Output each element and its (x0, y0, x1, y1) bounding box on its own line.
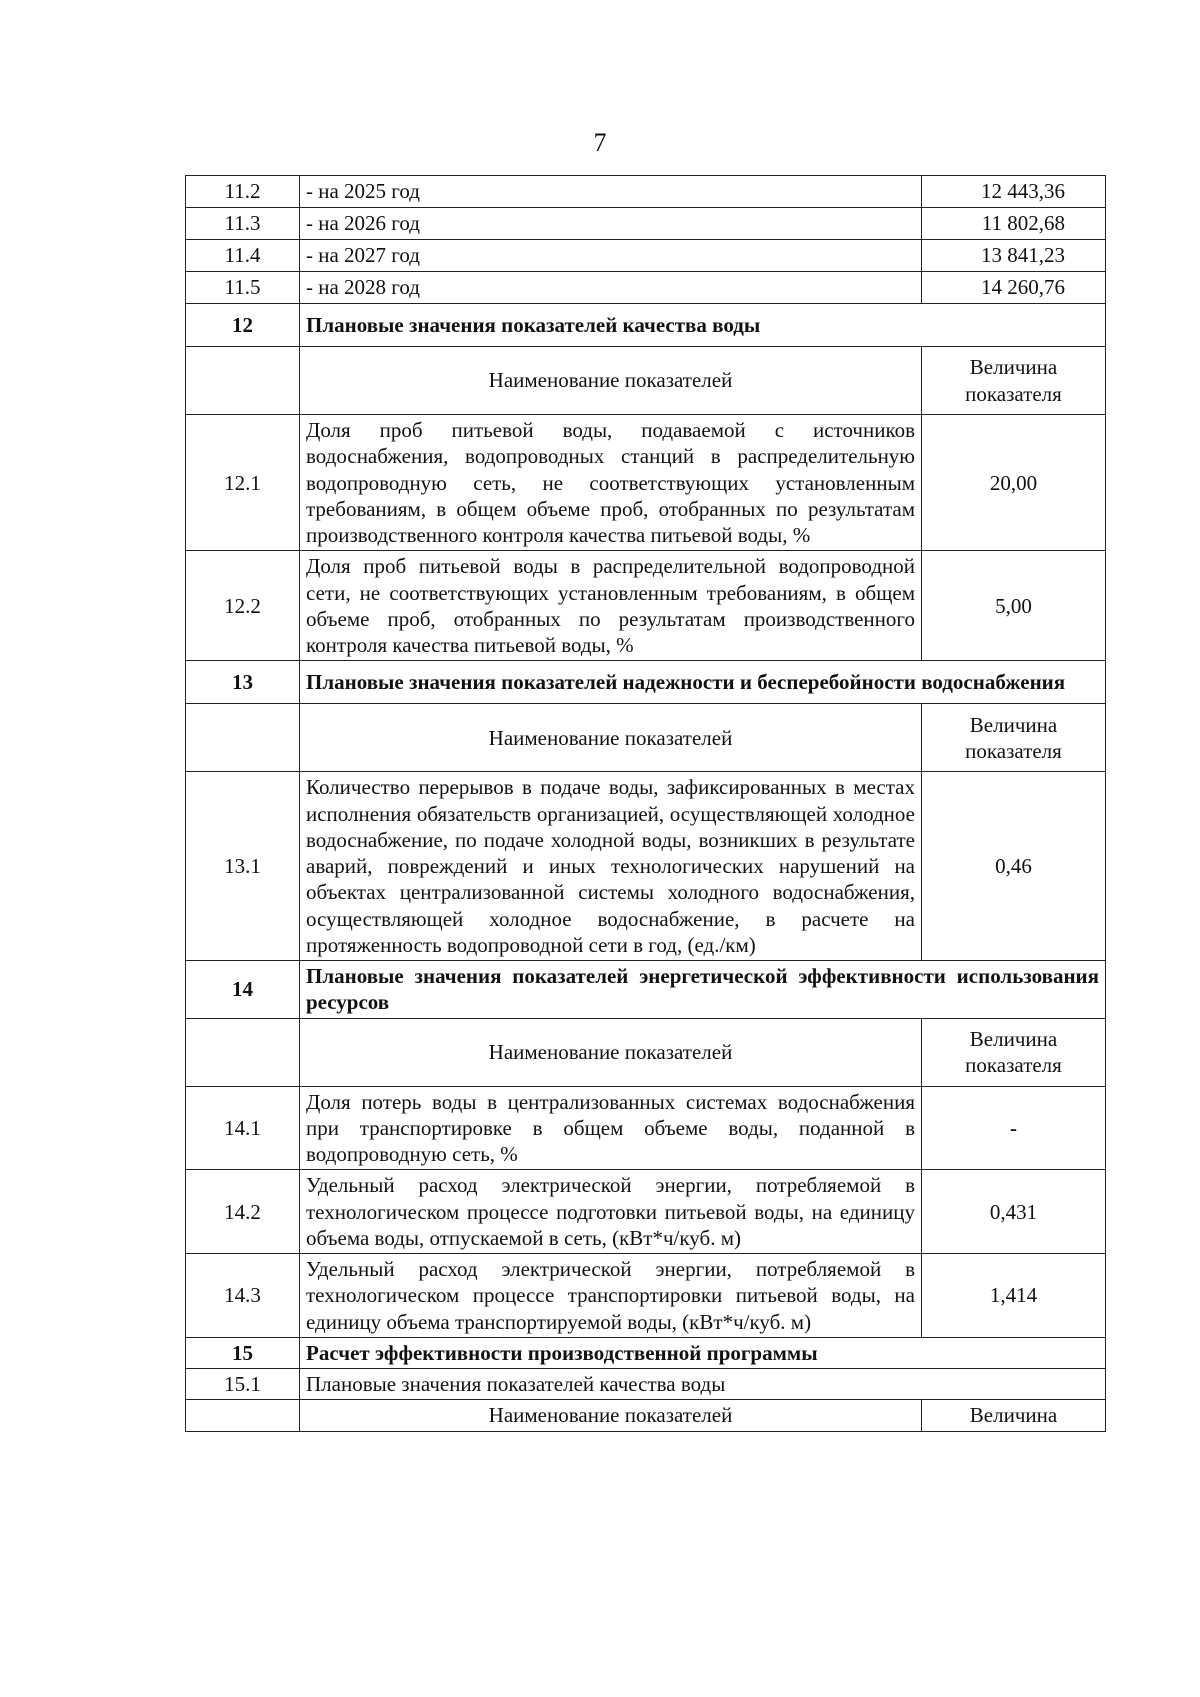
row-number: 14.2 (186, 1170, 300, 1254)
section-title: Плановые значения показателей энергетической эффективности использования ресурсов (300, 961, 1106, 1019)
section-row (186, 661, 1106, 704)
column-header-row (186, 347, 1106, 415)
section-title: Плановые значения показателей надежности и бесперебойности водоснабжения (300, 661, 1106, 704)
row-number: 12.1 (186, 415, 300, 551)
column-header-value: Величина (922, 1400, 1106, 1431)
row-text: Доля потерь воды в централизованных системах водоснабжения при транспортировке в общем объеме воды, поданной в водопроводную сеть, % (300, 1086, 922, 1170)
empty-cell (186, 347, 300, 415)
column-header-row (186, 1018, 1106, 1086)
table-row (186, 1170, 1106, 1254)
row-number: 11.4 (186, 240, 300, 272)
column-header-row (186, 704, 1106, 772)
row-number: 12.2 (186, 551, 300, 661)
column-header-value: Величина показателя (922, 347, 1106, 415)
table-row (186, 240, 1106, 272)
row-text: Доля проб питьевой воды, подаваемой с источников водоснабжения, водопроводных станций в распределительную водопроводную сеть, не соответствующих установленным требованиям, в общем объеме проб, отобранных по результатам производственного контроля качества питьевой воды, % (300, 415, 922, 551)
empty-cell (186, 1400, 300, 1431)
row-text: Доля проб питьевой воды в распределительной водопроводной сети, не соответствующих установленным требованиям, в общем объеме проб, отобранных по результатам производственного контроля качества питьевой воды, % (300, 551, 922, 661)
row-value: 14 260,76 (922, 272, 1106, 304)
column-header-name: Наименование показателей (300, 1018, 922, 1086)
indicators-table (185, 175, 1106, 1432)
row-label: Плановые значения показателей качества воды (300, 1369, 1106, 1400)
row-value: 11 802,68 (922, 208, 1106, 240)
empty-cell (186, 1018, 300, 1086)
row-value: - (922, 1086, 1106, 1170)
table-row (186, 1254, 1106, 1338)
row-label: - на 2025 год (300, 176, 922, 208)
row-label: - на 2026 год (300, 208, 922, 240)
column-header-name: Наименование показателей (300, 1400, 922, 1431)
table-row (186, 772, 1106, 961)
row-number: 11.5 (186, 272, 300, 304)
row-value: 12 443,36 (922, 176, 1106, 208)
section-number: 15 (186, 1337, 300, 1368)
row-value: 20,00 (922, 415, 1106, 551)
column-header-value: Величина показателя (922, 1018, 1106, 1086)
column-header-name: Наименование показателей (300, 704, 922, 772)
section-number: 13 (186, 661, 300, 704)
column-header-name: Наименование показателей (300, 347, 922, 415)
row-value: 0,431 (922, 1170, 1106, 1254)
section-title: Расчет эффективности производственной программы (300, 1337, 1106, 1368)
row-value: 13 841,23 (922, 240, 1106, 272)
row-number: 14.3 (186, 1254, 300, 1338)
column-header-value: Величина показателя (922, 704, 1106, 772)
section-row (186, 1337, 1106, 1368)
section-number: 12 (186, 304, 300, 347)
section-number: 14 (186, 961, 300, 1019)
table-row (186, 272, 1106, 304)
table-row (186, 415, 1106, 551)
column-header-row (186, 1400, 1106, 1431)
row-value: 0,46 (922, 772, 1106, 961)
row-text: Удельный расход электрической энергии, потребляемой в технологическом процессе транспортировки питьевой воды, на единицу объема транспортируемой воды, (кВт*ч/куб. м) (300, 1254, 922, 1338)
section-row (186, 304, 1106, 347)
row-value: 5,00 (922, 551, 1106, 661)
table-row (186, 551, 1106, 661)
row-text: Удельный расход электрической энергии, потребляемой в технологическом процессе подготовки питьевой воды, на единицу объема воды, отпускаемой в сеть, (кВт*ч/куб. м) (300, 1170, 922, 1254)
row-number: 13.1 (186, 772, 300, 961)
row-label: - на 2027 год (300, 240, 922, 272)
row-number: 14.1 (186, 1086, 300, 1170)
page-number: 7 (593, 128, 607, 157)
table-row (186, 1369, 1106, 1400)
table-row (186, 208, 1106, 240)
section-title: Плановые значения показателей качества воды (300, 304, 1106, 347)
row-label: - на 2028 год (300, 272, 922, 304)
row-number: 11.2 (186, 176, 300, 208)
row-number: 15.1 (186, 1369, 300, 1400)
row-number: 11.3 (186, 208, 300, 240)
row-value: 1,414 (922, 1254, 1106, 1338)
row-text: Количество перерывов в подаче воды, зафиксированных в местах исполнения обязательств организацией, осуществляющей холодное водоснабжение, по подаче холодной воды, возникших в результате аварий, повреждений и иных технологических нарушений на объектах централизованной системы холодного водоснабжения, осуществляющей холодное водоснабжение, в расчете на протяженность водопроводной сети в год, (ед./км) (300, 772, 922, 961)
table-row (186, 176, 1106, 208)
empty-cell (186, 704, 300, 772)
section-row (186, 961, 1106, 1019)
table-row (186, 1086, 1106, 1170)
